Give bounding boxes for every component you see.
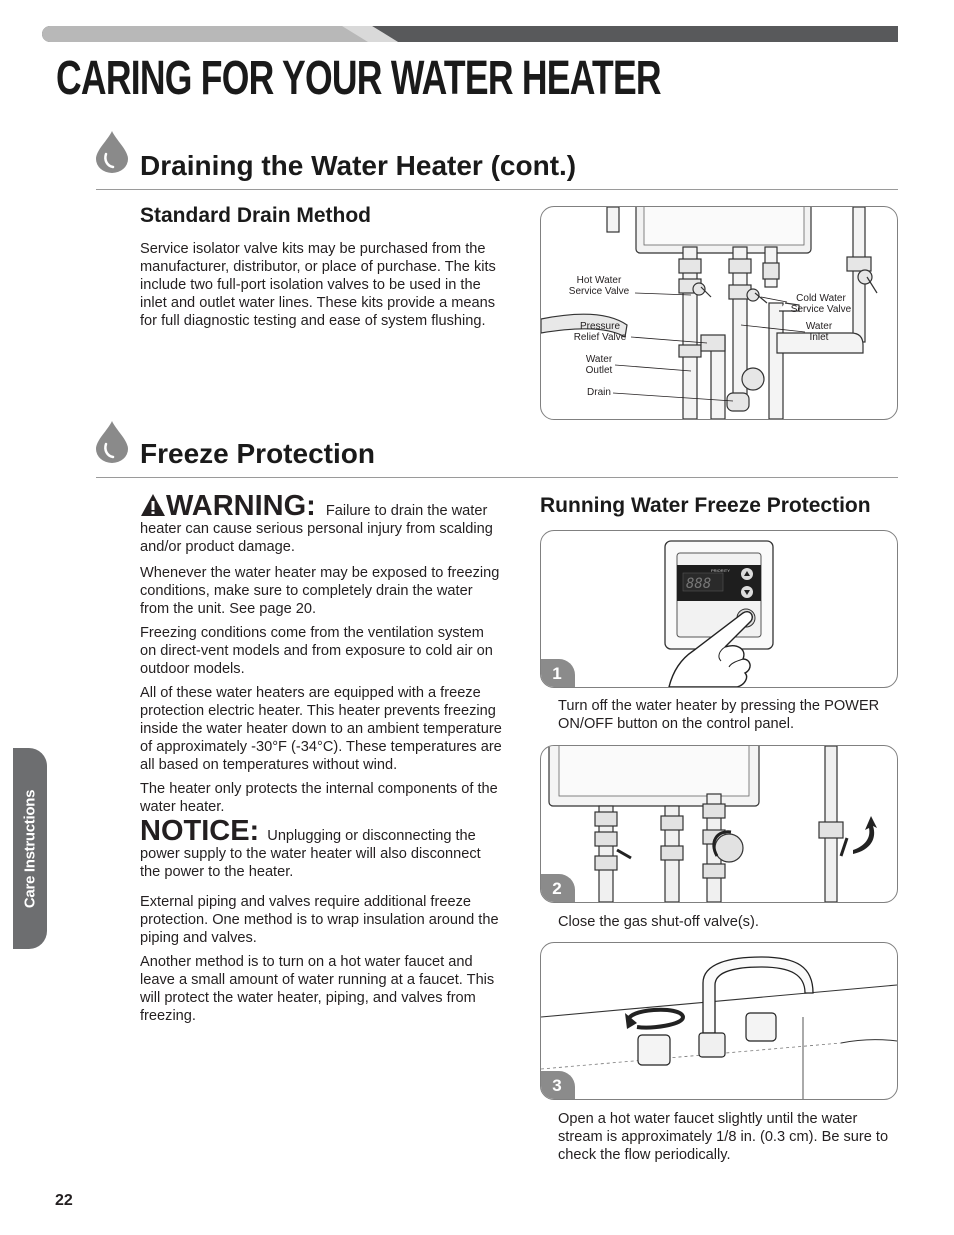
- step-2-panel: [540, 745, 898, 903]
- step-number-badge: 1: [540, 659, 575, 688]
- step-2-caption: Close the gas shut-off valve(s).: [558, 914, 759, 930]
- header-bar: [42, 26, 898, 42]
- label-water-inlet: Water Inlet: [805, 321, 833, 343]
- warning-block: [140, 490, 502, 556]
- standard-drain-paragraph: Service isolator valve kits may be purchased from the manufacturer, distributor, or place of purchase. The kits include two full-port isolation valves to be used in the inlet and outlet water lines. These kits provide a means for full diagnostic testing and ease of system flushing.: [140, 241, 496, 329]
- step-number-badge: 3: [540, 1071, 575, 1100]
- page-number: 22: [55, 1192, 73, 1209]
- freeze-paragraph: The heater only protects the internal components of the water heater.: [140, 781, 498, 815]
- freeze-paragraph: All of these water heaters are equipped with a freeze protection electric heater. This heater prevents freezing inside the water heater down to an ambient temperature of approximately -30°F (-34°C). These temperatures are all based on temperatures without wind.: [140, 685, 502, 773]
- control-panel-illustration: [541, 531, 897, 687]
- freeze-paragraph: External piping and valves require additional freeze protection. One method is to wrap insulation around the piping and valves.: [140, 894, 499, 946]
- label-water-outlet: Water Outlet: [585, 354, 613, 376]
- step-3-panel: [540, 942, 898, 1100]
- freeze-paragraph: Another method is to turn on a hot water faucet and leave a small amount of water running at a faucet. This will protect the water heater, piping, and valves from freezing.: [140, 954, 495, 1024]
- subsection-title-running-water: Running Water Freeze Protection: [540, 494, 871, 517]
- side-tab-label: Care Instructions: [21, 789, 39, 908]
- notice-label: NOTICE:: [140, 815, 260, 847]
- warning-label: WARNING:: [166, 490, 316, 522]
- display-digits: 888: [686, 576, 712, 592]
- section-title-freeze: Freeze Protection: [140, 438, 375, 469]
- warning-triangle-icon: [140, 493, 166, 517]
- warning-text: Failure to drain the water heater can cause serious personal injury from scalding and/or product damage.: [140, 503, 493, 555]
- step-number-badge: 2: [540, 874, 575, 903]
- water-drop-icon: [94, 130, 130, 174]
- priority-label: PRIORITY: [711, 568, 730, 573]
- label-cold-water-service-valve: Cold Water Service Valve: [790, 293, 852, 315]
- notice-text: Unplugging or disconnecting the power supply to the water heater will also disconnect the power to the heater.: [140, 828, 481, 880]
- subsection-title-standard-drain: Standard Drain Method: [140, 204, 372, 227]
- water-drop-icon: [94, 420, 130, 464]
- step-3-caption: Open a hot water faucet slightly until the water stream is approximately 1/8 in. (0.3 cm). Be sure to check the flow periodically.: [558, 1111, 889, 1163]
- freeze-paragraph: Whenever the water heater may be exposed to freezing conditions, make sure to completely drain the water from the unit. See page 20.: [140, 565, 500, 617]
- gas-valve-illustration: [541, 746, 897, 902]
- step-1-panel: [540, 530, 898, 688]
- notice-block: [140, 815, 502, 881]
- freeze-paragraph: Freezing conditions come from the ventilation system on direct-vent models and from exposure to cold air on outdoor models.: [140, 625, 493, 677]
- section-divider: [96, 189, 898, 190]
- step-1-caption: Turn off the water heater by pressing the POWER ON/OFF button on the control panel.: [558, 698, 880, 732]
- section-title-draining: Draining the Water Heater (cont.): [140, 150, 577, 181]
- drain-diagram-panel: [540, 206, 898, 420]
- faucet-illustration: [541, 943, 897, 1099]
- freeze-text-column: [140, 490, 502, 1031]
- label-drain: Drain: [587, 387, 611, 398]
- label-pressure-relief-valve: Pressure Relief Valve: [573, 321, 627, 343]
- page-title: CARING FOR YOUR WATER HEATER: [56, 52, 661, 105]
- label-hot-water-service-valve: Hot Water Service Valve: [568, 275, 630, 297]
- section-divider: [96, 477, 898, 478]
- side-tab-care-instructions: [13, 748, 47, 949]
